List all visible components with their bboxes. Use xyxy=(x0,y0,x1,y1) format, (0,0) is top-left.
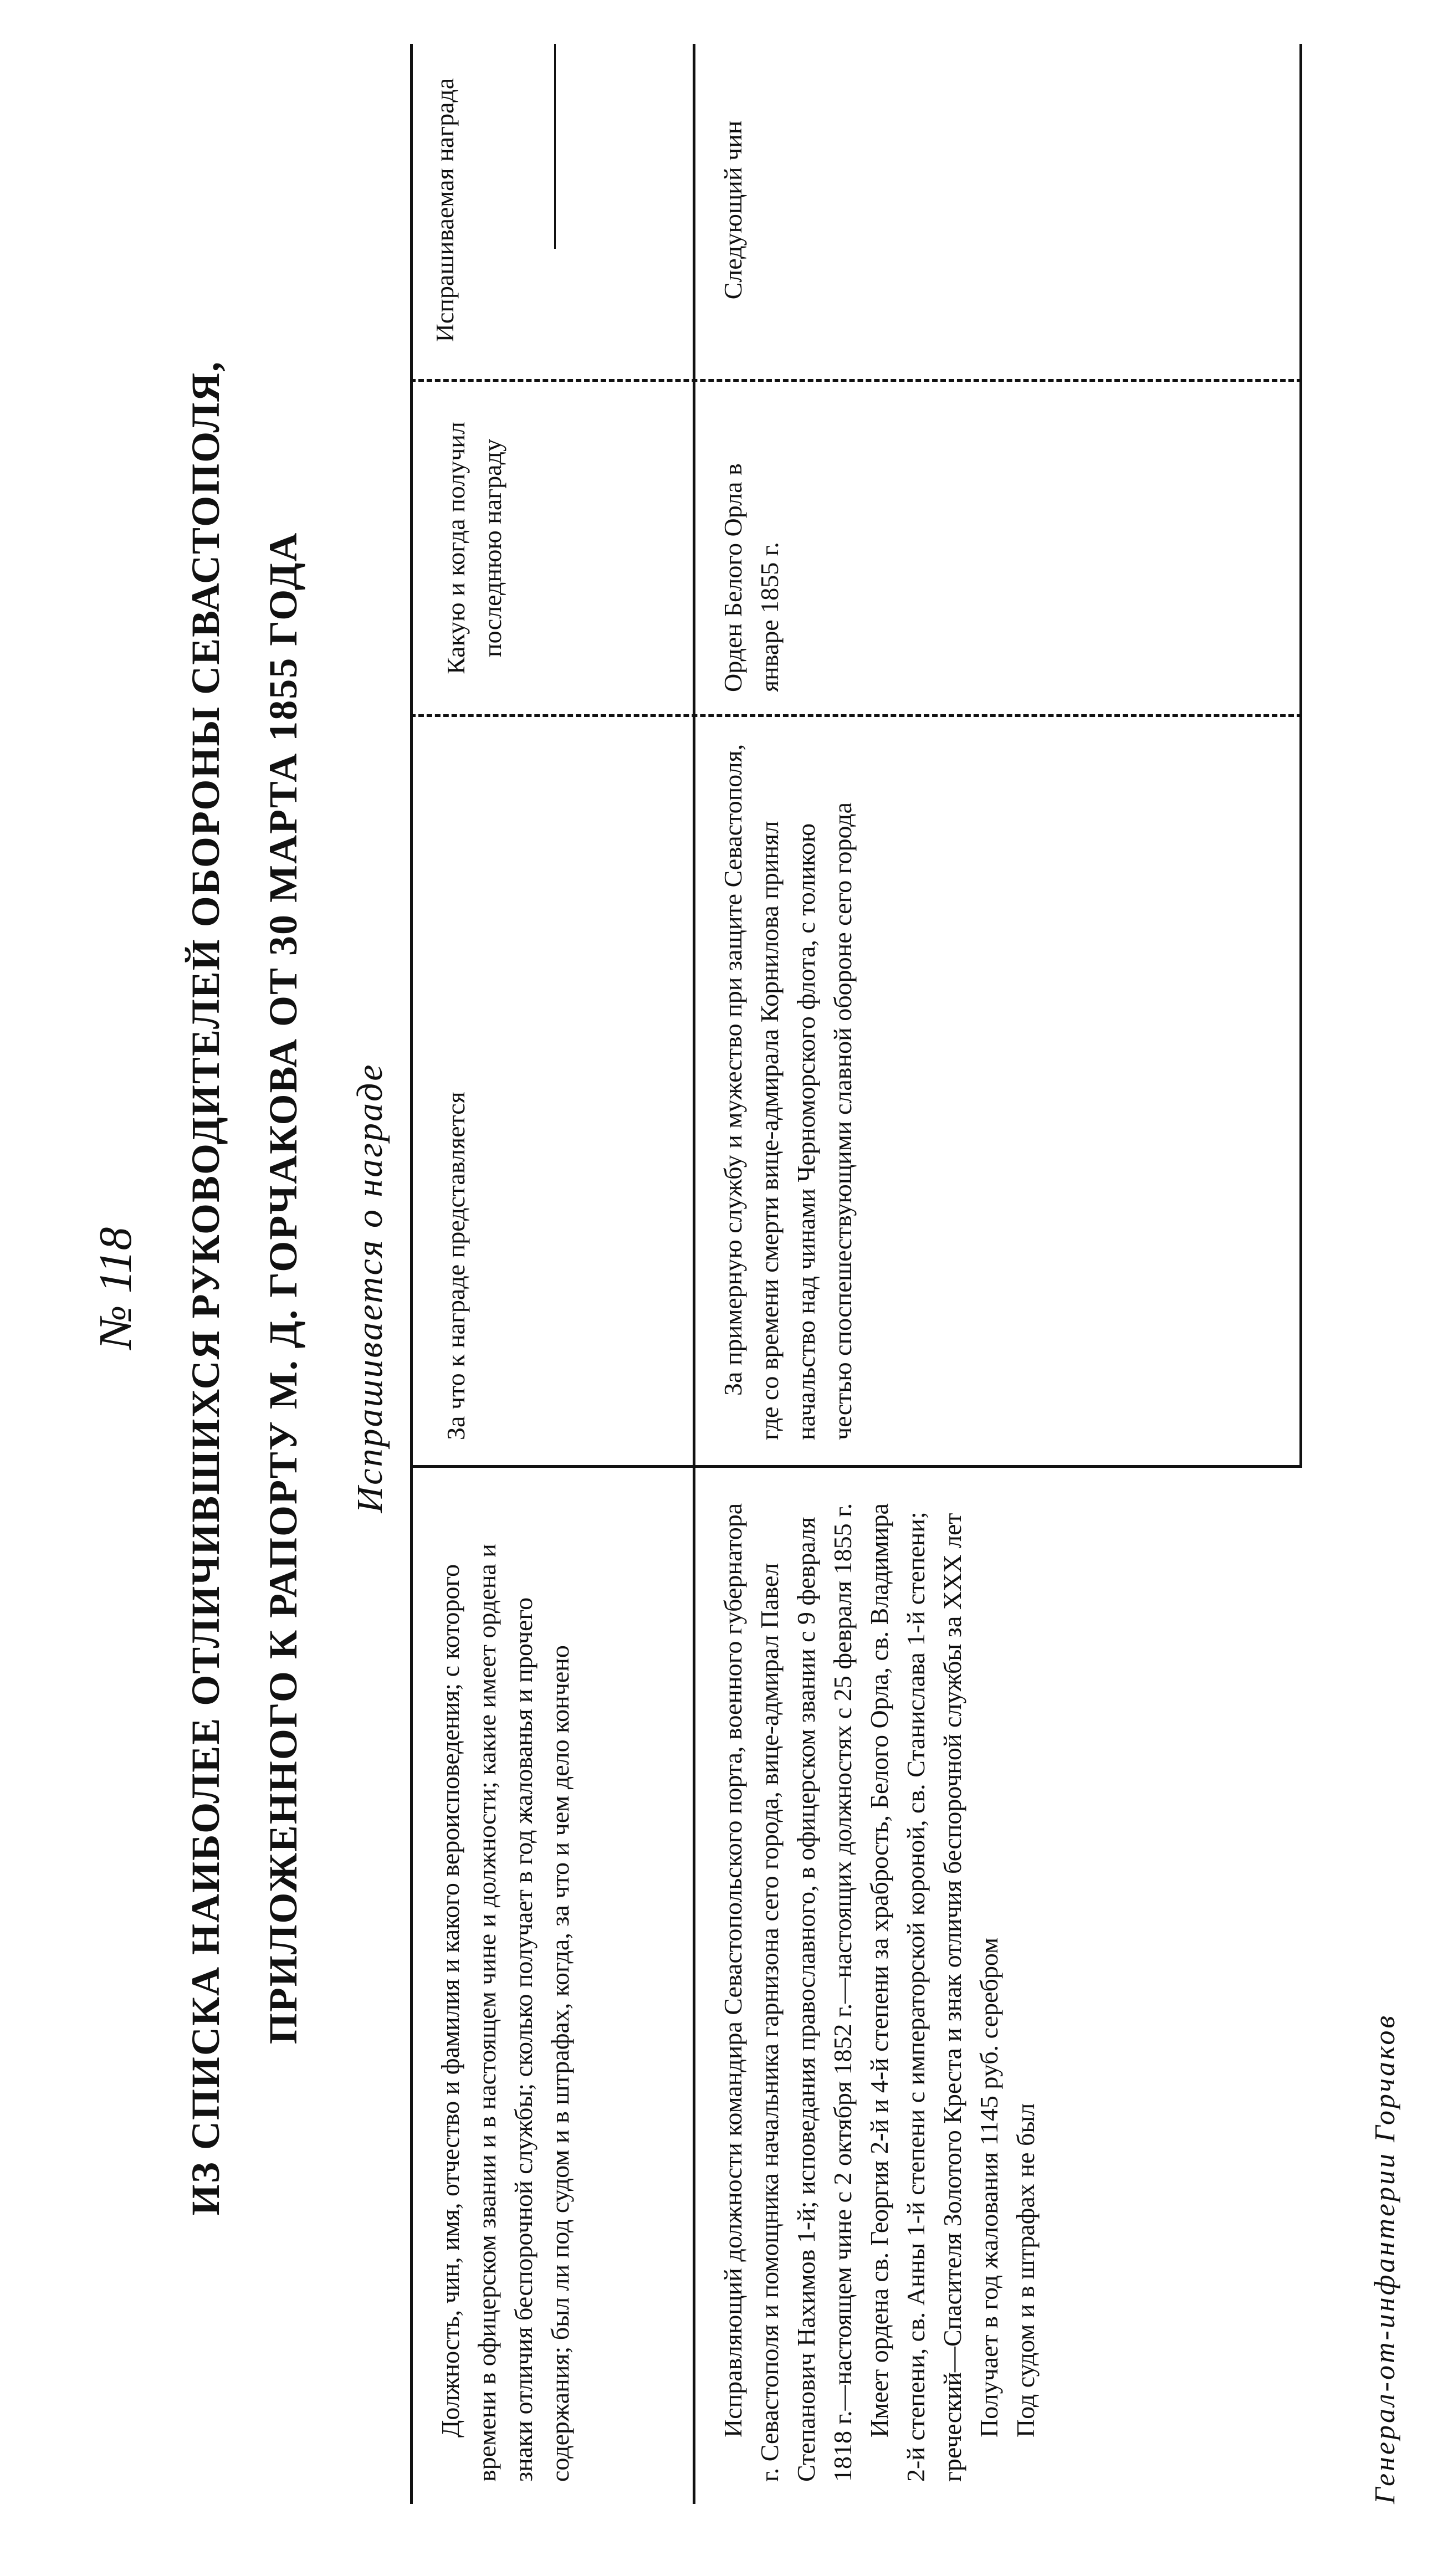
officer-orders-text: Имеет ордена св. Георгия 2-й и 4-й степени за храбрость, Белого Орла, св. Владимира 2-й степени, св. Анны 1-й степени с императорской короной, св. Станислава 1-й степени; греческий—Спасителя Золотого Креста и знак отличия беспорочной службы за XXX лет xyxy=(865,1503,966,2482)
document-title-line-1: ИЗ СПИСКА НАИБОЛЕЕ ОТЛИЧИВШИХСЯ РУКОВОДИТЕЛЕЙ ОБОРОНЫ СЕВАСТОПОЛЯ, xyxy=(183,360,228,2216)
cell-reason-for-award: За примерную службу и мужество при защите Севастополя, где со времени смерти вице-адмирала Корнилова принял начальство над чинами Черноморского флота, с толикою честью споспешествующими славной обороне сего города xyxy=(719,744,857,1440)
header-last-award: Какую и когда получил последнюю награду xyxy=(442,422,506,674)
header-next-rank: Следующий чин xyxy=(719,120,747,300)
header-position-and-service: Должность, чин, имя, отчество и фамилия и какого вероисповедения; с которого времени в офицерском звании и в настоящем чине и должности; какие имеет ордена и знаки отличия беспорочной службы; сколько получает в год жалованья и прочего содержания; был ли под судом и в штрафах, когда, за что и чем дело кончено xyxy=(436,1544,574,2482)
header-split-rule xyxy=(554,44,556,249)
column-divider-2 xyxy=(410,714,1302,717)
document-subtitle: Испрашивается о награде xyxy=(350,1063,390,1513)
cell-last-award: Орден Белого Орла в январе 1855 г. xyxy=(719,463,784,692)
header-requested-award: Испрашиваемая награда xyxy=(431,78,459,342)
signature-line: Генерал-от-инфантерии Горчаков xyxy=(1369,2014,1401,2504)
officer-court-record-text: Под судом и в штрафах не был xyxy=(1011,2103,1040,2437)
officer-salary-text: Получает в год жалования 1145 руб. серебром xyxy=(975,1937,1003,2437)
table-bottom-rule xyxy=(1299,44,1302,1468)
table-header-rule xyxy=(693,44,695,2504)
column-divider-1 xyxy=(410,1465,1302,1468)
document-title-line-2: ПРИЛОЖЕННОГО К РАПОРТУ М. Д. ГОРЧАКОВА ОТ 30 МАРТА 1855 ГОДА xyxy=(261,531,305,2045)
cell-officer-record xyxy=(715,1490,1044,2482)
header-reason-for-award: За что к награде представляется xyxy=(442,1092,470,1440)
document-number: № 118 xyxy=(90,1227,141,1349)
column-divider-3 xyxy=(410,379,1302,382)
officer-appointment-text: Исправляющий должности командира Севастопольского порта, военного губернатора г. Севастополя и помощника начальника гарнизона сего города, вице-адмирал Павел Степанович Нахимов 1-й; исповедания православного, в офицерском звании с 9 февраля 1818 г.—настоящем чине с 2 октября 1852 г.—настоящих должностях с 25 февраля 1855 г. xyxy=(719,1503,857,2482)
table-top-rule xyxy=(410,44,413,2504)
